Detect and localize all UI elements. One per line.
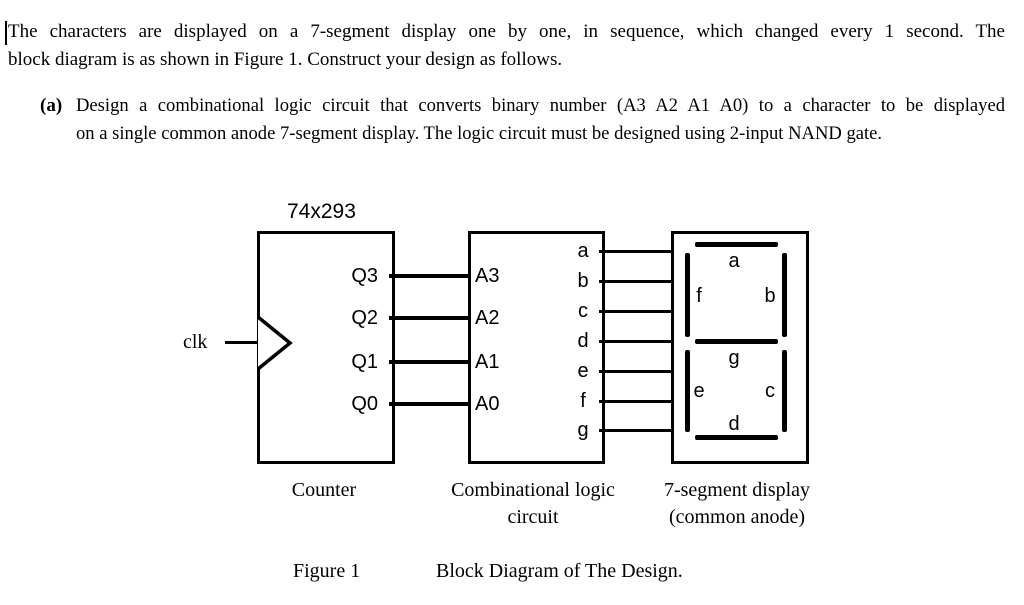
wire-e <box>599 370 671 373</box>
segment-label-g: g <box>728 347 740 369</box>
item-a-line-2: on a single common anode 7-segment display. The logic circuit must be designed using 2-input NAND gate. <box>76 122 883 144</box>
segment-label-c: c <box>765 380 775 402</box>
segment-label-e: e <box>693 380 705 402</box>
item-a-line-1: Design a combinational logic circuit that converts binary number (A3 A2 A1 A0) to a character to be displayed <box>76 95 1005 116</box>
segment-label-d: d <box>728 413 740 435</box>
wire-a <box>599 250 671 253</box>
logic-input-a3: A3 <box>475 265 500 287</box>
logic-input-a0: A0 <box>475 393 500 415</box>
segment-label-b: b <box>764 285 776 307</box>
segment-c <box>782 350 787 432</box>
wire-q1-a1 <box>389 360 468 364</box>
item-a-marker: (a) <box>40 95 63 116</box>
logic-output-f: f <box>580 390 586 412</box>
logic-output-e: e <box>577 360 589 382</box>
intro-paragraph <box>8 18 1005 73</box>
figure-label: Figure 1 <box>293 560 361 582</box>
intro-line-1: The characters are displayed on a 7-segment display one by one, in sequence, which changed every 1 second. The <box>8 21 1005 42</box>
segment-b <box>782 253 787 337</box>
segment-label-f: f <box>696 285 702 307</box>
wire-q2-a2 <box>389 316 468 320</box>
caption-logic-line-1: Combinational logic <box>451 479 615 501</box>
segment-a <box>695 242 778 247</box>
wire-g <box>599 429 671 432</box>
clk-label: clk <box>183 331 208 353</box>
logic-output-g: g <box>577 419 589 441</box>
clk-wire <box>225 341 257 344</box>
segment-g <box>695 339 778 344</box>
logic-input-a1: A1 <box>475 351 500 373</box>
clock-edge-icon <box>256 313 296 373</box>
caption-display-line-1: 7-segment display <box>663 479 811 501</box>
caption-counter: Counter <box>291 479 357 501</box>
logic-output-c: c <box>578 300 588 322</box>
wire-d <box>599 340 671 343</box>
text-cursor[interactable] <box>5 21 7 45</box>
wire-f <box>599 400 671 403</box>
wire-q0-a0 <box>389 402 468 406</box>
wire-q3-a3 <box>389 274 468 278</box>
logic-output-b: b <box>577 270 589 292</box>
counter-output-q2: Q2 <box>351 307 378 329</box>
logic-input-a2: A2 <box>475 307 500 329</box>
caption-display-line-2: (common anode) <box>668 506 806 528</box>
logic-output-d: d <box>577 330 589 352</box>
intro-line-2: block diagram is as shown in Figure 1. Construct your design as follows. <box>8 48 563 70</box>
segment-label-a: a <box>728 250 740 272</box>
chip-label: 74x293 <box>287 200 356 223</box>
logic-output-a: a <box>577 240 589 262</box>
counter-output-q0: Q0 <box>351 393 378 415</box>
figure-title: Block Diagram of The Design. <box>436 560 683 582</box>
counter-output-q1: Q1 <box>351 351 378 373</box>
counter-output-q3: Q3 <box>351 265 378 287</box>
wire-c <box>599 310 671 313</box>
caption-logic-line-2: circuit <box>507 506 559 528</box>
caption-display <box>612 477 862 531</box>
item-a-text <box>76 92 1005 147</box>
wire-b <box>599 280 671 283</box>
